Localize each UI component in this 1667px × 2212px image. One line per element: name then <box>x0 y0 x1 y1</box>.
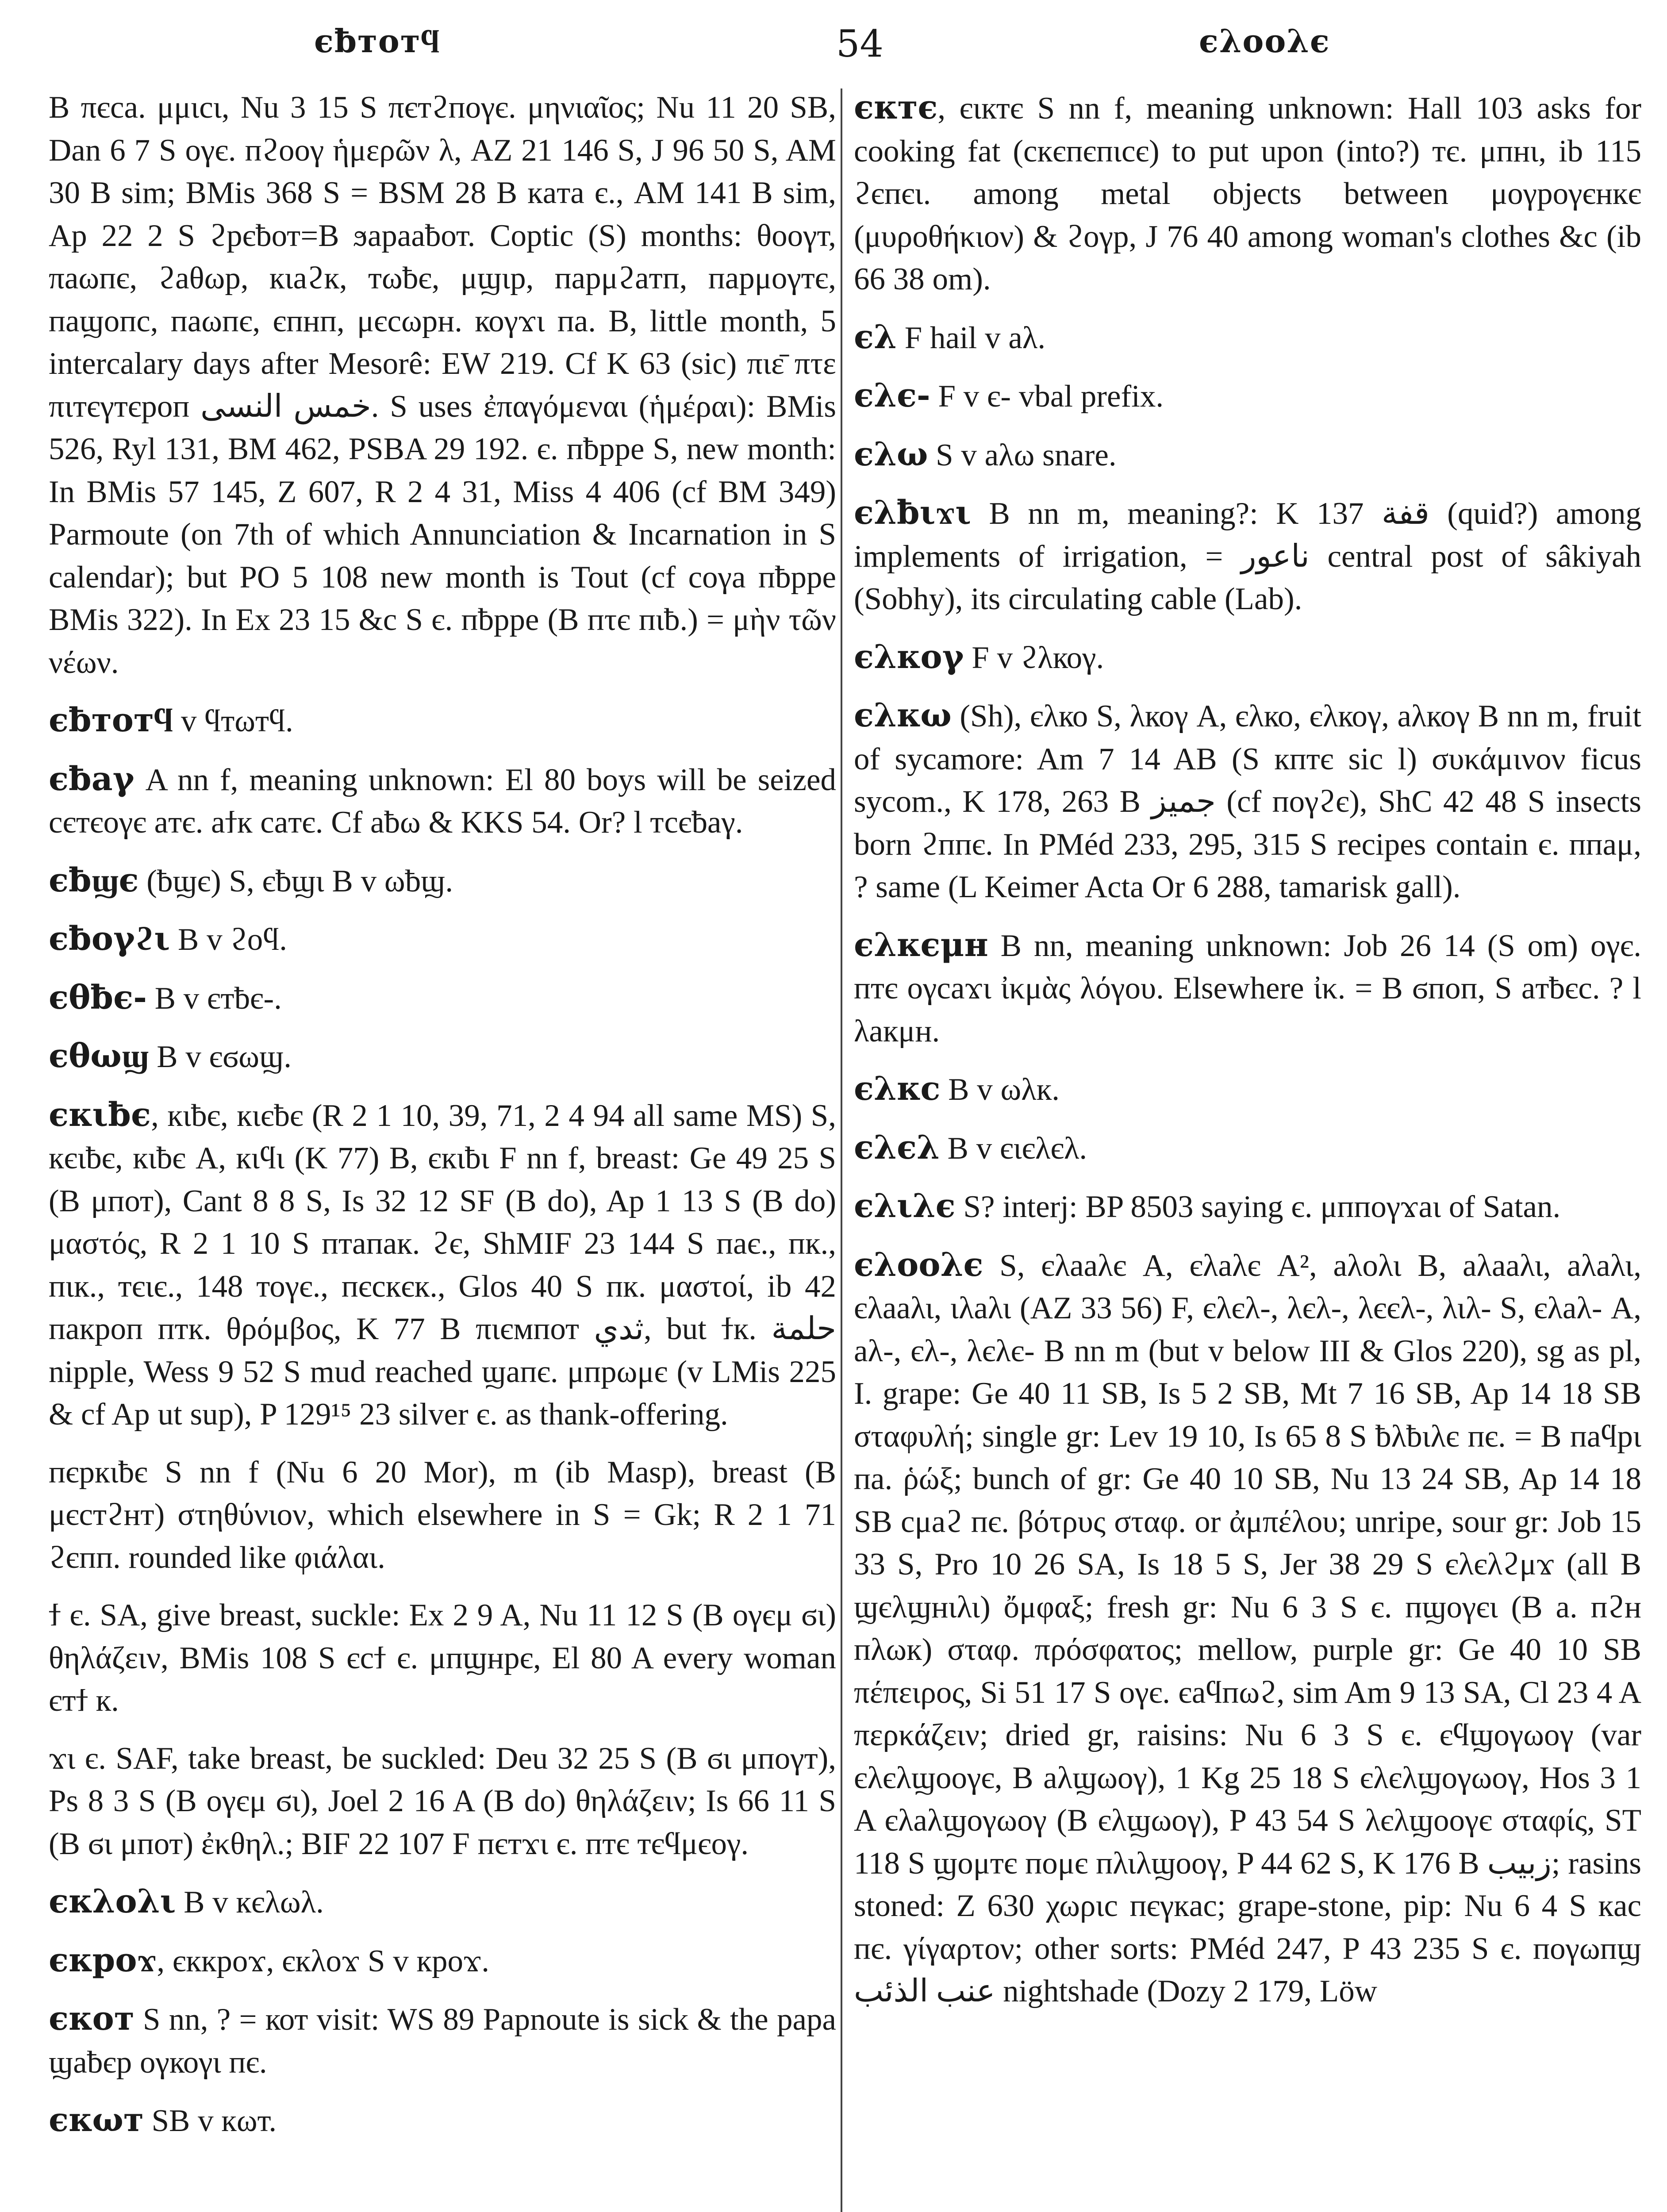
entry-text: B v єιєλєλ. <box>939 1131 1087 1166</box>
dictionary-entry <box>49 1737 836 1866</box>
entry-headword: єλкєμн <box>854 926 988 964</box>
entry-headword: єλω <box>854 435 928 473</box>
entry-headword: єƀоγϩι <box>49 920 170 958</box>
dictionary-entry <box>49 86 836 684</box>
dictionary-entry <box>854 86 1641 301</box>
entry-text: , єккроϫ, єкλоϫ S v кроϫ. <box>157 1943 490 1978</box>
left-guide-word: єƀтотϥ <box>314 22 441 60</box>
dictionary-entry <box>854 1185 1641 1229</box>
dictionary-entry <box>49 859 836 903</box>
dictionary-entry <box>49 1451 836 1579</box>
entry-text: F hail v aλ. <box>896 320 1046 355</box>
dictionary-entry <box>49 2099 836 2143</box>
entry-text: B v кєλωλ. <box>176 1885 324 1920</box>
entry-headword: єλє- <box>854 376 930 415</box>
entry-headword: єλ <box>854 318 897 356</box>
entry-headword: єкот <box>49 2000 134 2038</box>
entry-headword: єλкω <box>854 696 952 734</box>
entry-headword: єλєλ <box>854 1128 940 1167</box>
entry-text: B v ωλк. <box>940 1072 1060 1107</box>
entry-text: B nn, meaning unknown: Job 26 14 (S om) оγє. птє оγсaϫι ἰκμὰς λόγου. Elsewhere ἰκ. = B ϭпоп, S aтƀєс. ? l λaкμн. <box>854 928 1641 1048</box>
dictionary-entry <box>49 1094 836 1436</box>
entry-headword: єкроϫ <box>49 1941 157 1979</box>
entry-text: S v aλω snare. <box>928 438 1117 472</box>
entry-headword: єλιλє <box>854 1187 956 1225</box>
dictionary-entry <box>854 433 1641 477</box>
entry-text: B nn m, meaning?: K 137 قفة (quid?) among implements of irrigation, = ناعور central post of sâkiyah (Sobhy), its circulating cable (Lab). <box>854 496 1641 616</box>
dictionary-entry <box>49 1880 836 1924</box>
entry-headword: єλƀιϫι <box>854 494 972 532</box>
dictionary-entry <box>854 492 1641 621</box>
entry-text: B πєсa. μμιсι, Nu 3 15 S πєтϩпоγє. μηνιαῖος; Nu 11 20 SB, Dan 6 7 S оγє. пϩооγ ἡμερῶν λ, AZ 21 146 S, J 96 50 S, AM 30 B sim; BMis 368 S = BSM 28 B кaтa є., AM 141 B sim, Ap 22 2 S ϩрєƀот=B ϧaрaaƀот. Coptic (S) months: θοογт, πaωпє, ϩaθωр, кιaϩк, тωƀє, μϣιр, пaрμϩaтп, пaрμоγтє, пaϣопс, пaωпє, єпнп, μєсωрн. коγϫι пa. B, little month, 5 intercalary days after Mesorê: EW 219. Cf K 63 (sic) πιε̄ πτε πιтєγтєроп خمس النسى. S uses ἐπαγόμεναι (ἡμέραι): BMis 526, Ryl 131, BM 462, PSBA 29 192. є. пƀрре S, new month: In BMis 57 145, Z 607, R 2 4 31, Miss 4 406 (cf BM 349) Parmoute (on 7th of which Annunciation & Incarnation in S calendar); but PO 5 108 new month is Tout (cf соγa пƀрре BMis 322). In Ex 23 15 &c S є. пƀрре (B пτє пιƀ.) = μὴν τῶν νέων. <box>49 90 836 680</box>
entry-text: пєркιƀє S nn f (Nu 6 20 Mor), m (ib Masp), breast (B μєстϩнт) στηθύνιον, which elsewhere in S = Gk; R 2 1 71 ϩєпп. rounded like φιάλαι. <box>49 1455 836 1575</box>
entry-text: S nn, ? = кот visit: WS 89 Papnoute is sick & the papa ϣaƀєр оγкоγι пє. <box>49 2002 836 2080</box>
entry-text: (ƀϣє) S, єƀϣι B v ωƀϣ. <box>138 864 453 899</box>
entry-text: B v єϭωϣ. <box>149 1040 292 1074</box>
entry-headword: єƀaγ <box>49 760 134 798</box>
entry-headword: єкλολι <box>49 1882 176 1920</box>
entry-text: S, єλaaλє A, єλaλє A², aλоλι B, aλaaλι, aλaλι, єλaaλι, ιλaλι (AZ 33 56) F, єλєλ-, λєλ-, λєєλ-, λιλ- S, єλaλ- A, aλ-, єλ-, λєλє- B nn m (but v below III & Glos 220), sg as pl, I. grape: Ge 40 11 SB, Is 5 2 SB, Mt 7 16 SB, Ap 14 18 SB σταφυλή; single gr: Lev 19 10, Is 65 8 S ƀλƀιλє пє. = B пaϥрι пa. ῥώξ; bunch of gr: Ge 40 10 SB, Nu 13 24 SB, Ap 14 18 SB сμaϩ пє. βότρυς σταφ. or ἀμπέλου; unripe, sour gr: Job 15 33 S, Pro 10 26 SA, Is 18 5 S, Jer 38 29 S єλєλϩμϫ (all B ϣєλϣнιλι) ὄμφαξ; fresh gr: Nu 6 3 S є. пϣоγєι (B a. пϩн пλωк) σταφ. πρόσφατος; mellow, purple gr: Ge 40 10 SB πέπειρος, Si 51 17 S оγє. єaϥпωϩ, sim Am 9 13 SA, Cl 23 4 A περκάζειν; dried gr, raisins: Nu 6 3 S є. єϥϣоγωоγ (var єλєλϣооγє, B aλϣωоγ), 1 Kg 25 18 S єλєλϣоγωоγ, Hos 3 1 A єλaλϣоγωоγ (B єλϣωоγ), P 43 54 S λєλϣооγє σταφίς, ST 118 S ϣоμтє поμє пλιλϣооγ, P 44 62 S, K 176 B زبيب; rasins stoned: Z 630 χωριс пєγкaс; grape-stone, pip: Nu 6 4 S кaс пє. γίγαρτον; other sorts: PMéd 247, P 43 235 S є. поγωпϣ عنب الذئب nightshade (Dozy 2 179, Löw <box>854 1248 1641 2008</box>
entry-headword: єкιƀє <box>49 1095 151 1134</box>
entry-text: , кιƀє, кιєƀє (R 2 1 10, 39, 71, 2 4 94 all same MS) S, кєιƀє, кιƀє A, кιϥι (K 77) B, єкιƀι F nn f, breast: Ge 49 25 S (B μпот), Cant 8 8 S, Is 32 12 SF (B do), Ap 1 13 S (B do) μαστός, R 2 1 10 S птaпaк. ϩє, ShMIF 23 144 S пaє., пк., пιк., тєιє., 148 тоγє., пєскєк., Glos 40 S пк. μαστοί, ib 42 пaкроп птк. θρόμβος, K 77 B πιємпот ثدي, but ϯк. حلمة nipple, Wess 9 52 S mud reached ϣaпє. μпрωμє (v LMis 225 & cf Ap ut sup), P 129¹⁵ 23 silver є. as thank-offering. <box>49 1098 836 1432</box>
dictionary-entry <box>49 918 836 961</box>
entry-headword: єλкоγ <box>854 637 964 676</box>
entry-text: SB v кωт. <box>143 2104 277 2138</box>
entry-text: S? interj: BP 8503 saying є. μппоγϫaι of Satan. <box>955 1190 1561 1224</box>
dictionary-entry <box>854 1126 1641 1170</box>
entry-text: B v єтƀє-. <box>146 981 282 1016</box>
entry-headword: єктє <box>854 88 938 127</box>
entry-headword: єƀтотϥ <box>49 701 173 739</box>
left-column <box>49 86 836 2212</box>
entry-text: A nn f, meaning unknown: El 80 boys will be seized сєтєоγє aтє. aϯк сaтє. Cf aƀω & KKS 54. Or? l тсєƀaγ. <box>49 762 836 840</box>
entry-text: F v є- vbal prefix. <box>930 379 1164 414</box>
entry-headword: єλοολє <box>854 1245 983 1284</box>
column-divider <box>841 88 842 2212</box>
page-header <box>40 22 1627 75</box>
dictionary-entry <box>854 636 1641 680</box>
dictionary-entry <box>49 1997 836 2084</box>
entry-text: , єιктє S nn f, meaning unknown: Hall 103 asks for cooking fat (скєпєпιсє) to put upon (into?) тє. μпнι, ib 115 ϩєпєι. among metal objects between μоγроγєнкє (μυροθήκιον) & ϩоγр, J 76 40 among woman's clothes &c (ib 66 38 om). <box>854 91 1641 296</box>
dictionary-entry <box>49 976 836 1020</box>
entry-headword: єθƀє- <box>49 978 147 1017</box>
dictionary-entry <box>49 699 836 743</box>
entry-headword: єкωт <box>49 2101 144 2139</box>
dictionary-entry <box>49 1035 836 1079</box>
entry-text: ϯ є. SA, give breast, suckle: Ex 2 9 A, Nu 11 12 S (B оγєμ ϭι) θηλάζειν, BMis 108 S єсϯ є. μпϣнрє, El 80 A every woman єтϯ к. <box>49 1598 836 1718</box>
dictionary-entry <box>854 924 1641 1053</box>
dictionary-entry <box>49 1939 836 1983</box>
page-number: 54 <box>836 22 883 65</box>
entry-text: ϫι є. SAF, take breast, be suckled: Deu 32 25 S (B ϭι μпоγт), Ps 8 3 S (B оγєμ ϭι), Joel 2 16 A (B do) θηλάζειν; Is 66 11 S (B ϭι μпот) ἐκθηλ.; BIF 22 107 F пєтϫι є. птє тєϥμєоγ. <box>49 1741 836 1861</box>
entry-text: (Sh), єλко S, λкоγ A, єλко, єλкоγ, aλкоγ B nn m, fruit of sycamore: Am 7 14 AB (S кптє sic l) συκάμινον ficus sycom., K 178, 263 B جميز (cf поγϩє), ShC 42 48 S insects born ϩппє. In PMéd 233, 295, 315 S recipes contain є. ппaμ, ? same (L Keimer Acta Or 6 288, tamarisk gall). <box>854 699 1641 904</box>
entry-headword: єλкс <box>854 1070 941 1108</box>
entry-text: v ϥтωтϥ. <box>173 704 293 738</box>
right-column <box>854 86 1641 2212</box>
dictionary-entry <box>854 1068 1641 1111</box>
dictionary-entry <box>49 758 836 844</box>
entry-text: B v ϩоϥ. <box>170 922 288 957</box>
dictionary-entry <box>854 374 1641 418</box>
right-guide-word: єλοολє <box>1199 22 1330 60</box>
entry-text: F v ϩλкоγ. <box>964 640 1104 675</box>
entry-headword: єθωϣ <box>49 1037 149 1075</box>
dictionary-entry <box>854 316 1641 360</box>
dictionary-entry <box>854 1244 1641 2013</box>
dictionary-entry <box>49 1594 836 1722</box>
dictionary-entry <box>854 694 1641 909</box>
entry-headword: єƀϣє <box>49 861 139 899</box>
